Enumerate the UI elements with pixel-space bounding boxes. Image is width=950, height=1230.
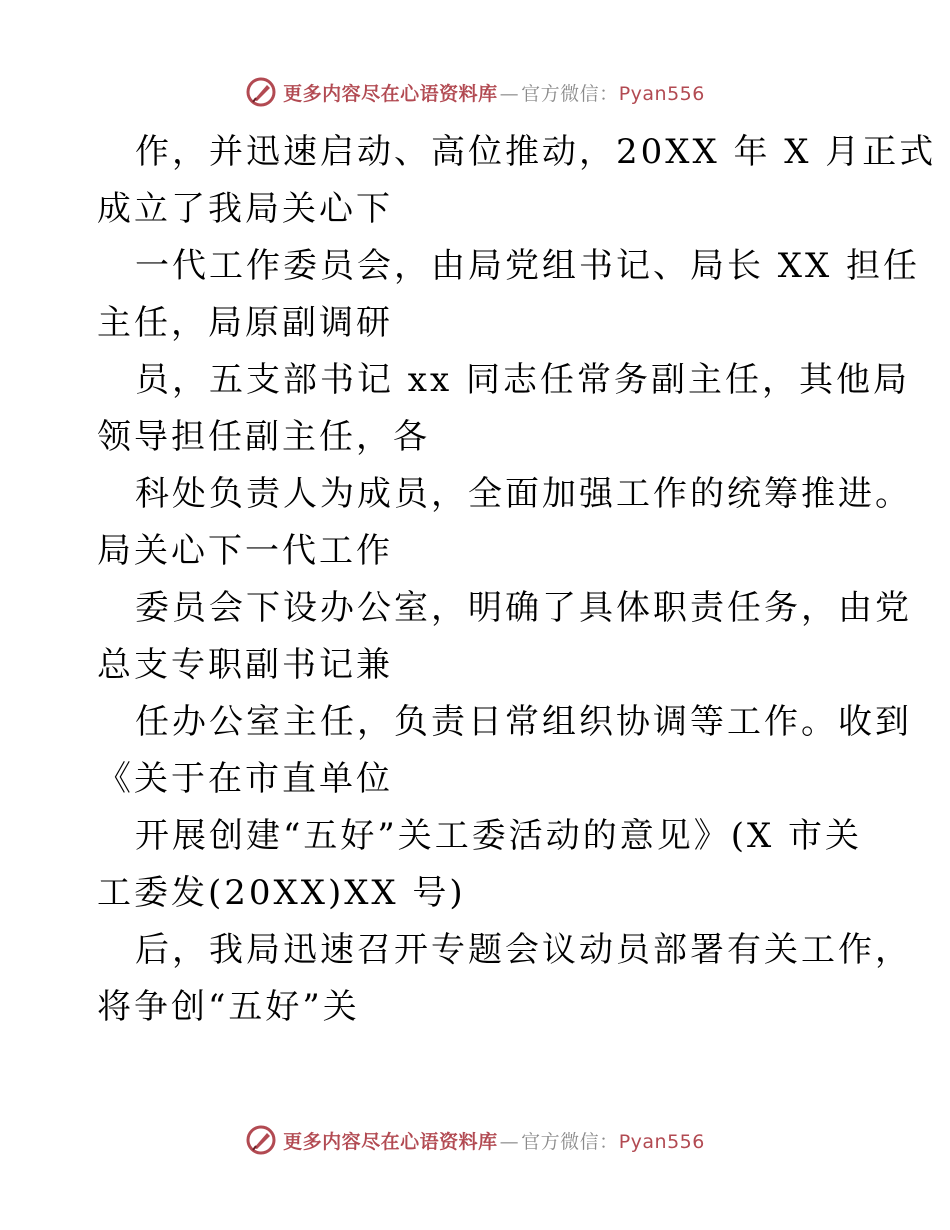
footer-banner [0,1120,950,1160]
header-wechat-label: 官方微信： [521,82,619,105]
footer-brand: 更多内容尽在心语资料库 [283,1130,498,1153]
body-line: 员，五支部书记 xx 同志任常务副主任，其他局 [135,360,910,400]
body-line: 《关于在市直单位 [97,759,393,799]
body-line: 成立了我局关心下 [97,189,393,229]
body-line: 一代工作委员会，由局党组书记、局长 XX 担任 [135,246,921,286]
header-banner [0,72,950,112]
body-line: 将争创“五好”关 [97,987,360,1027]
body-line: 局关心下一代工作 [97,531,393,571]
body-line: 领导担任副主任，各 [97,417,430,457]
body-line: 作，并迅速启动、高位推动，20XX 年 X 月正式 [135,132,937,172]
body-line: 后，我局迅速召开专题会议动员部署有关工作， [135,930,912,970]
header-handle: Pyan556 [618,82,705,105]
body-line: 主任，局原副调研 [97,303,393,343]
footer-dash: — [499,1130,520,1153]
body-line: 总支专职副书记兼 [97,645,393,685]
footer-handle: Pyan556 [618,1130,705,1153]
header-text [283,79,705,106]
footer-wechat-label: 官方微信： [521,1130,619,1153]
document-body [97,124,937,1036]
footer-text [283,1127,705,1154]
header-dash: — [499,82,520,105]
quill-pen-logo-icon [245,76,277,108]
header-brand: 更多内容尽在心语资料库 [283,82,498,105]
body-line: 开展创建“五好”关工委活动的意见》(X 市关 [135,816,863,856]
body-line: 科处负责人为成员，全面加强工作的统筹推进。 [135,474,912,514]
quill-pen-logo-icon [245,1124,277,1156]
body-line: 委员会下设办公室，明确了具体职责任务，由党 [135,588,912,628]
body-line: 工委发(20XX)XX 号) [97,873,466,913]
body-line: 任办公室主任，负责日常组织协调等工作。收到 [135,702,912,742]
